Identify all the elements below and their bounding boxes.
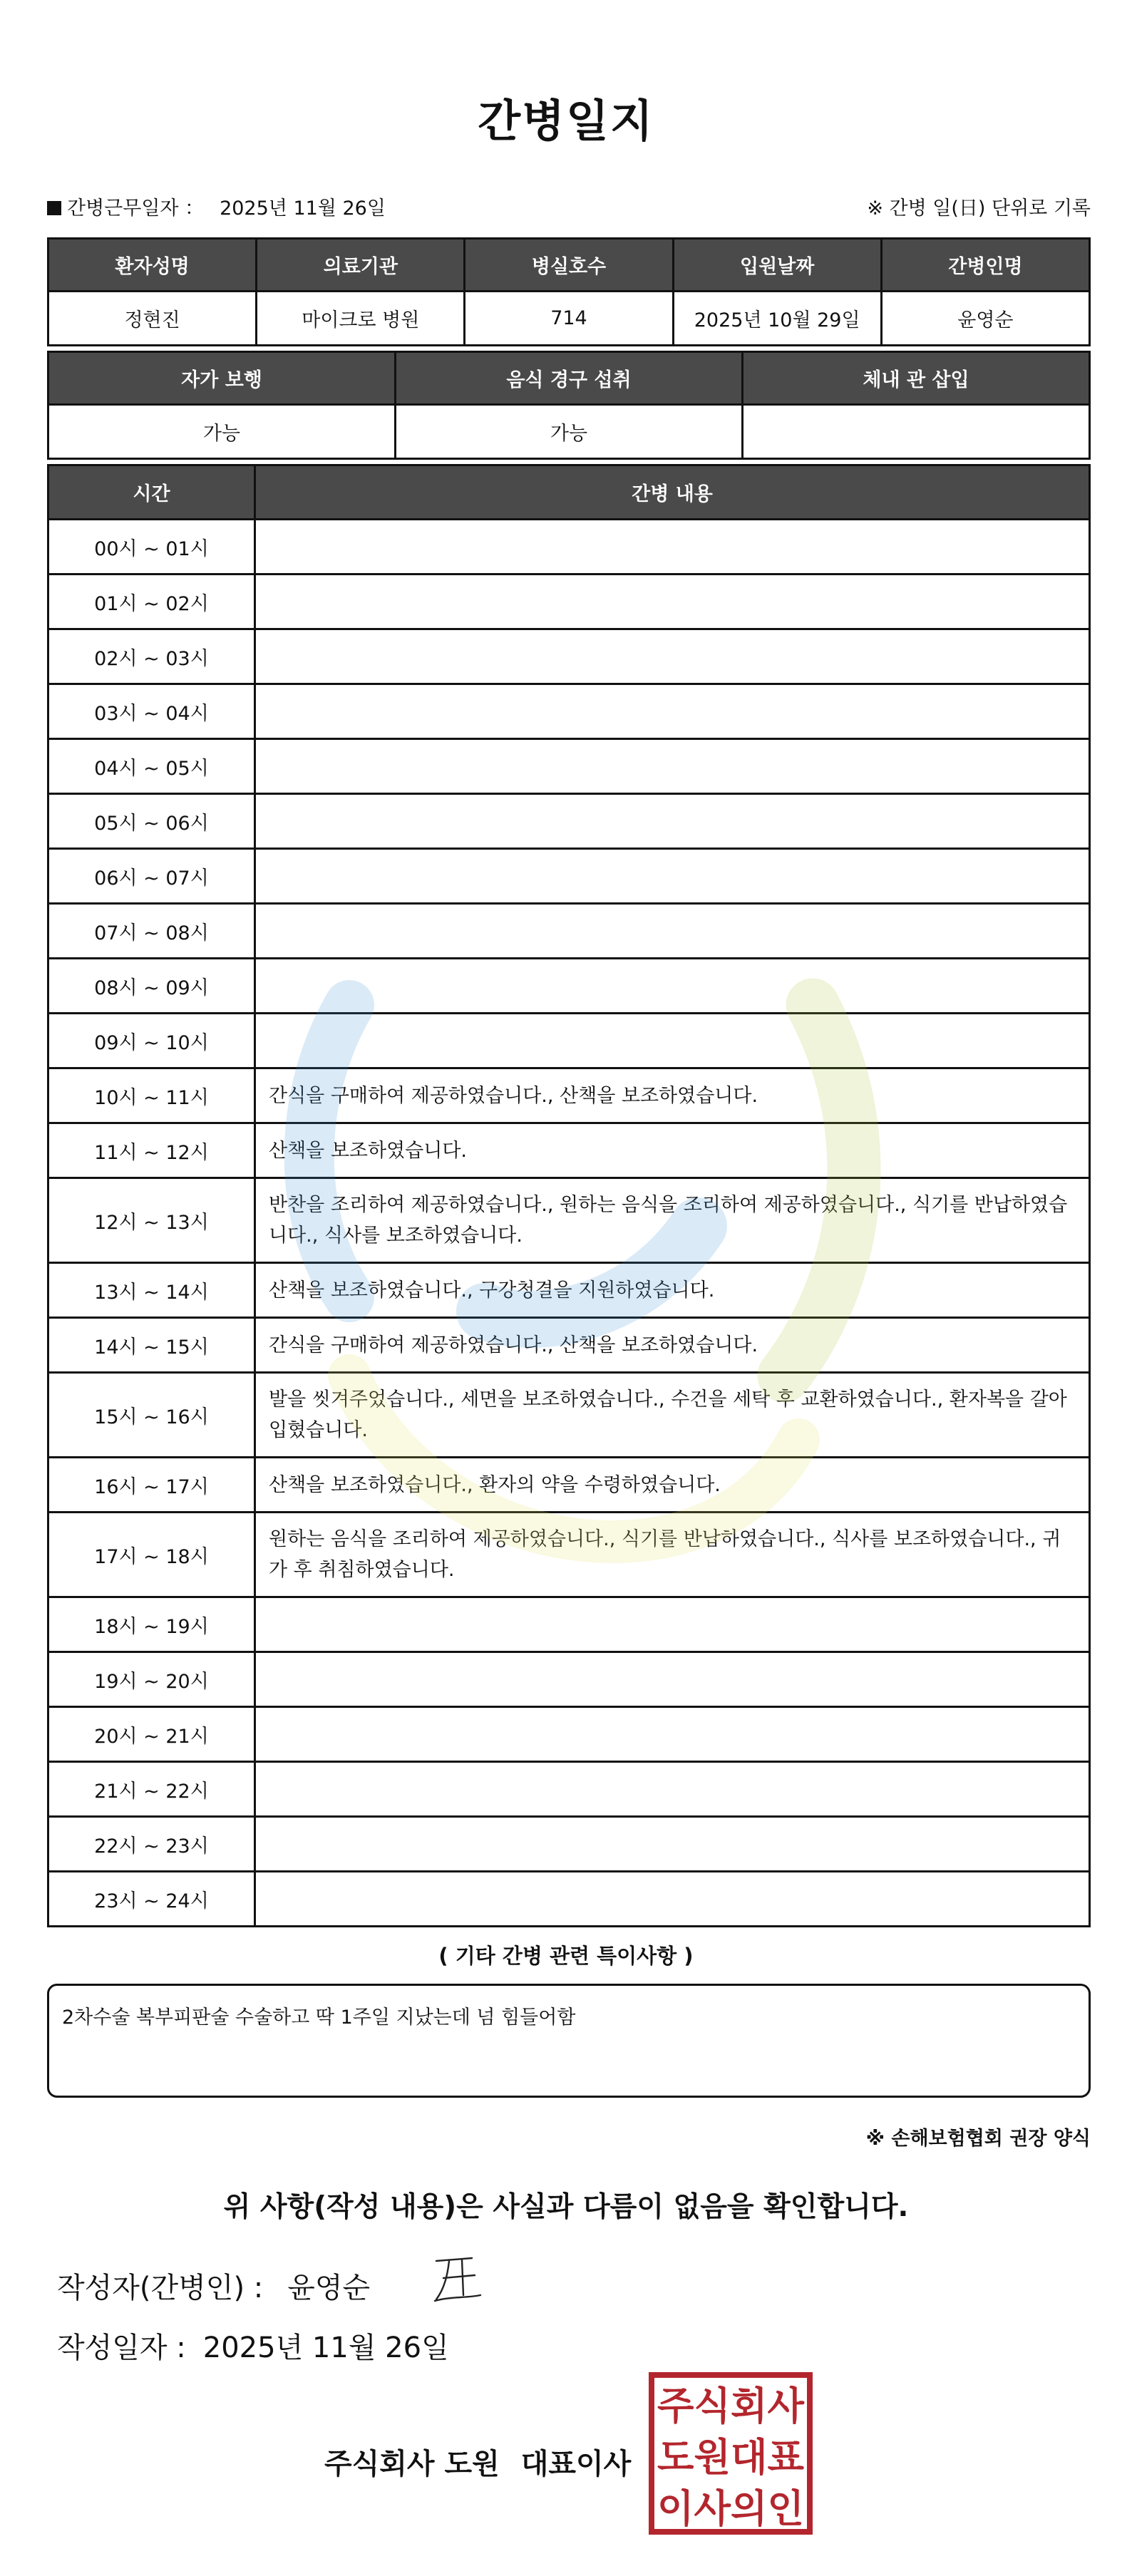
room-number: 714: [465, 292, 673, 346]
table-row: [48, 1762, 1090, 1817]
time-cell: 23시 ~ 24시: [48, 1872, 255, 1927]
written-date-line: [57, 2325, 449, 2366]
unit-note: ※ 간병 일(日) 단위로 기록: [867, 197, 1091, 220]
table-row: [48, 1458, 1090, 1513]
company-representative: 대표이사: [520, 2448, 632, 2480]
time-cell: 20시 ~ 21시: [48, 1707, 255, 1762]
patient-info-table: [47, 237, 1091, 346]
meta-row: [47, 192, 1091, 221]
content-cell: [255, 849, 1090, 904]
time-cell: 06시 ~ 07시: [48, 849, 255, 904]
confirm-statement: 위 사항(작성 내용)은 사실과 다름이 없음을 확인합니다.: [223, 2191, 909, 2223]
company-seal-icon: [649, 2372, 813, 2535]
time-cell: 18시 ~ 19시: [48, 1597, 255, 1652]
svg-text:도원대표: 도원대표: [657, 2435, 804, 2480]
table-row: [48, 684, 1090, 739]
table-row: [48, 794, 1090, 849]
notes-title: ( 기타 간병 관련 특이사항 ): [438, 1944, 694, 1968]
table-row: [48, 1123, 1090, 1178]
header-tube-insertion: 체내 관 삽입: [743, 352, 1090, 405]
content-cell: [255, 739, 1090, 794]
time-cell: 08시 ~ 09시: [48, 959, 255, 1014]
table-row: [48, 1318, 1090, 1373]
oral-intake-value: 가능: [396, 405, 743, 459]
time-cell: 22시 ~ 23시: [48, 1817, 255, 1872]
writer-name: 윤영순: [287, 2272, 371, 2304]
content-cell: [255, 1707, 1090, 1762]
content-cell: [255, 684, 1090, 739]
company-name: 주식회사 도원: [324, 2448, 500, 2480]
recommendation-note: ※ 손해보험협회 권장 양식: [865, 2128, 1091, 2150]
care-log-table: [47, 464, 1091, 1927]
header-time: 시간: [48, 465, 255, 520]
table-row: [48, 1707, 1090, 1762]
writer-label: 작성자(간병인) :: [57, 2272, 264, 2304]
tube-insertion-value: [743, 405, 1090, 459]
work-date-label: 간병근무일자 ：: [67, 197, 205, 220]
time-cell: 16시 ~ 17시: [48, 1458, 255, 1513]
content-cell: [255, 1597, 1090, 1652]
work-date-value: 2025년 11월 26일: [220, 197, 386, 220]
table-row: [48, 739, 1090, 794]
content-cell: 산책을 보조하였습니다., 구강청결을 지원하였습니다.: [255, 1263, 1090, 1318]
table-row: [48, 1178, 1090, 1263]
work-date: [47, 192, 386, 220]
time-cell: 04시 ~ 05시: [48, 739, 255, 794]
time-cell: 07시 ~ 08시: [48, 904, 255, 959]
time-cell: 10시 ~ 11시: [48, 1068, 255, 1123]
content-cell: 산책을 보조하였습니다.: [255, 1123, 1090, 1178]
table-row: [48, 1263, 1090, 1318]
content-cell: [255, 1014, 1090, 1068]
time-cell: 12시 ~ 13시: [48, 1178, 255, 1263]
header-self-walking: 자가 보행: [48, 352, 396, 405]
table-row: [48, 849, 1090, 904]
time-cell: 01시 ~ 02시: [48, 575, 255, 629]
content-cell: 반찬을 조리하여 제공하였습니다., 원하는 음식을 조리하여 제공하였습니다., 식기를 반납하였습니다., 식사를 보조하였습니다.: [255, 1178, 1090, 1263]
header-hospital: 의료기관: [257, 239, 465, 292]
table-row: [48, 1513, 1090, 1597]
admission-date: 2025년 10월 29일: [673, 292, 881, 346]
time-cell: 00시 ~ 01시: [48, 520, 255, 575]
self-walking-value: 가능: [48, 405, 396, 459]
table-row: [48, 1068, 1090, 1123]
signature-icon: [428, 2245, 485, 2309]
written-date-value: 2025년 11월 26일: [202, 2332, 449, 2364]
content-cell: [255, 1872, 1090, 1927]
table-row: [48, 1373, 1090, 1458]
hospital-name: 마이크로 병원: [257, 292, 465, 346]
svg-text:주식회사: 주식회사: [657, 2384, 805, 2428]
time-cell: 05시 ~ 06시: [48, 794, 255, 849]
table-row: [48, 629, 1090, 684]
time-cell: 14시 ~ 15시: [48, 1318, 255, 1373]
time-cell: 19시 ~ 20시: [48, 1652, 255, 1707]
written-date-label: 작성일자 :: [57, 2332, 186, 2364]
header-care-content: 간병 내용: [255, 465, 1090, 520]
header-patient-name: 환자성명: [48, 239, 257, 292]
time-cell: 03시 ~ 04시: [48, 684, 255, 739]
document-title: 간병일지: [478, 95, 654, 147]
company-line: [324, 2441, 631, 2482]
patient-status-table: [47, 351, 1091, 460]
content-cell: [255, 629, 1090, 684]
time-cell: 15시 ~ 16시: [48, 1373, 255, 1458]
writer-line: [57, 2265, 370, 2306]
table-row: [48, 520, 1090, 575]
time-cell: 02시 ~ 03시: [48, 629, 255, 684]
content-cell: [255, 520, 1090, 575]
content-cell: [255, 1762, 1090, 1817]
notes-text: 2차수술 복부피판술 수술하고 딱 1주일 지났는데 넘 힘들어함: [62, 2006, 576, 2029]
content-cell: [255, 575, 1090, 629]
content-cell: 산책을 보조하였습니다., 환자의 약을 수령하였습니다.: [255, 1458, 1090, 1513]
time-cell: 13시 ~ 14시: [48, 1263, 255, 1318]
table-row: [48, 1872, 1090, 1927]
table-row: [48, 904, 1090, 959]
time-cell: 21시 ~ 22시: [48, 1762, 255, 1817]
table-row: [48, 1652, 1090, 1707]
content-cell: [255, 959, 1090, 1014]
content-cell: [255, 904, 1090, 959]
table-row: [48, 1014, 1090, 1068]
time-cell: 09시 ~ 10시: [48, 1014, 255, 1068]
content-cell: 간식을 구매하여 제공하였습니다., 산책을 보조하였습니다.: [255, 1068, 1090, 1123]
content-cell: 발을 씻겨주었습니다., 세면을 보조하였습니다., 수건을 세탁 후 교환하였습니다., 환자복을 갈아입혔습니다.: [255, 1373, 1090, 1458]
time-cell: 11시 ~ 12시: [48, 1123, 255, 1178]
table-row: [48, 959, 1090, 1014]
content-cell: [255, 794, 1090, 849]
content-cell: 간식을 구매하여 제공하였습니다., 산책을 보조하였습니다.: [255, 1318, 1090, 1373]
content-cell: [255, 1817, 1090, 1872]
patient-name: 정현진: [48, 292, 257, 346]
notes-box: [47, 1984, 1091, 2098]
table-row: [48, 1597, 1090, 1652]
table-row: [48, 575, 1090, 629]
square-bullet-icon: [47, 201, 61, 215]
header-caregiver-name: 간병인명: [881, 239, 1089, 292]
time-cell: 17시 ~ 18시: [48, 1513, 255, 1597]
content-cell: [255, 1652, 1090, 1707]
header-admission-date: 입원날짜: [673, 239, 881, 292]
caregiver-name: 윤영순: [881, 292, 1089, 346]
table-row: [48, 1817, 1090, 1872]
content-cell: 원하는 음식을 조리하여 제공하였습니다., 식기를 반납하였습니다., 식사를 보조하였습니다., 귀가 후 취침하였습니다.: [255, 1513, 1090, 1597]
header-oral-intake: 음식 경구 섭취: [396, 352, 743, 405]
svg-text:이사의인: 이사의인: [657, 2486, 804, 2531]
header-room: 병실호수: [465, 239, 673, 292]
